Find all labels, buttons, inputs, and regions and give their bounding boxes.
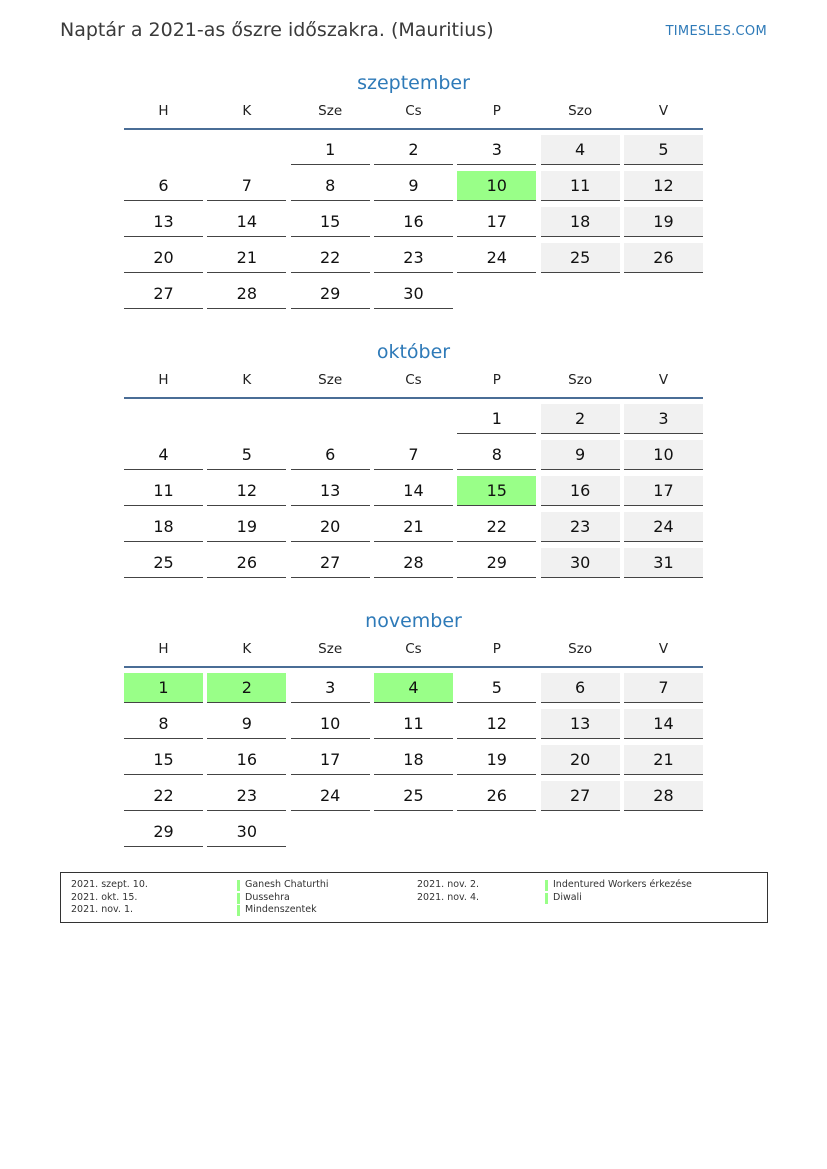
weekday-label: V <box>658 103 669 119</box>
weekday-header <box>124 634 703 668</box>
day-cell: 2 <box>374 135 453 165</box>
day-cell: 11 <box>374 709 453 739</box>
day-cell: 16 <box>541 476 620 506</box>
day-cell: 20 <box>541 745 620 775</box>
legend-holiday-name: Diwali <box>545 892 582 905</box>
day-cell: 6 <box>541 673 620 703</box>
month-title: október <box>376 341 451 363</box>
legend-date: 2021. nov. 2. <box>417 879 480 890</box>
day-cell: 13 <box>124 207 203 237</box>
empty-day-cell <box>124 404 203 434</box>
day-cell: 23 <box>541 512 620 542</box>
day-cell: 15 <box>291 207 370 237</box>
day-cell: 22 <box>291 243 370 273</box>
day-cell: 23 <box>374 243 453 273</box>
day-cell: 8 <box>291 171 370 201</box>
day-cell: 15 <box>124 745 203 775</box>
day-cell: 8 <box>457 440 536 470</box>
day-cell: 30 <box>541 548 620 578</box>
day-cell: 24 <box>624 512 703 542</box>
day-cell: 6 <box>291 440 370 470</box>
empty-day-cell <box>291 404 370 434</box>
day-cell: 17 <box>624 476 703 506</box>
day-cell: 2 <box>207 673 286 703</box>
day-cell: 20 <box>291 512 370 542</box>
day-cell: 5 <box>457 673 536 703</box>
weekday-label: Cs <box>405 641 422 657</box>
day-cell: 29 <box>124 817 203 847</box>
day-grid <box>124 404 703 578</box>
day-cell: 7 <box>207 171 286 201</box>
day-cell: 20 <box>124 243 203 273</box>
day-cell: 22 <box>457 512 536 542</box>
weekday-label: H <box>158 641 169 657</box>
day-cell: 26 <box>457 781 536 811</box>
weekday-label: P <box>492 641 501 657</box>
day-cell: 27 <box>541 781 620 811</box>
empty-day-cell <box>374 404 453 434</box>
day-cell: 14 <box>207 207 286 237</box>
day-cell: 19 <box>207 512 286 542</box>
day-cell: 7 <box>624 673 703 703</box>
empty-day-cell <box>207 135 286 165</box>
day-cell: 19 <box>457 745 536 775</box>
site-link[interactable]: TIMESLES.COM <box>665 24 767 39</box>
legend-holiday-name: Dussehra <box>237 892 290 905</box>
day-cell: 29 <box>457 548 536 578</box>
weekday-label: Szo <box>568 372 593 388</box>
month-calendar-september <box>124 70 703 309</box>
day-cell: 13 <box>541 709 620 739</box>
page-title: Naptár a 2021-as őszre időszakra. (Mauritius) <box>60 19 494 41</box>
day-cell: 25 <box>124 548 203 578</box>
day-cell: 5 <box>624 135 703 165</box>
day-cell: 3 <box>624 404 703 434</box>
weekday-label: V <box>658 641 669 657</box>
day-cell: 26 <box>624 243 703 273</box>
day-cell: 9 <box>541 440 620 470</box>
weekday-header <box>124 96 703 130</box>
day-cell: 6 <box>124 171 203 201</box>
day-cell: 3 <box>291 673 370 703</box>
day-cell: 9 <box>374 171 453 201</box>
day-cell: 15 <box>457 476 536 506</box>
legend-holiday-name: Indentured Workers érkezése <box>545 879 692 892</box>
day-cell: 2 <box>541 404 620 434</box>
day-cell: 21 <box>624 745 703 775</box>
day-cell: 19 <box>624 207 703 237</box>
day-cell: 28 <box>207 279 286 309</box>
day-cell: 4 <box>374 673 453 703</box>
day-cell: 1 <box>291 135 370 165</box>
day-cell: 30 <box>207 817 286 847</box>
day-cell: 25 <box>541 243 620 273</box>
weekday-label: Szo <box>568 103 593 119</box>
day-cell: 23 <box>207 781 286 811</box>
day-cell: 12 <box>624 171 703 201</box>
day-cell: 21 <box>207 243 286 273</box>
day-cell: 31 <box>624 548 703 578</box>
month-title: szeptember <box>357 72 470 94</box>
day-cell: 24 <box>291 781 370 811</box>
legend-date: 2021. okt. 15. <box>71 891 138 903</box>
weekday-label: Szo <box>568 641 593 657</box>
day-cell: 16 <box>207 745 286 775</box>
weekday-label: K <box>242 103 252 119</box>
day-cell: 18 <box>541 207 620 237</box>
day-cell: 10 <box>291 709 370 739</box>
day-cell: 5 <box>207 440 286 470</box>
day-cell: 10 <box>457 171 536 201</box>
weekday-label: Cs <box>405 103 422 119</box>
day-cell: 18 <box>124 512 203 542</box>
day-cell: 17 <box>457 207 536 237</box>
day-cell: 29 <box>291 279 370 309</box>
day-cell: 12 <box>207 476 286 506</box>
day-cell: 10 <box>624 440 703 470</box>
weekday-label: H <box>158 372 169 388</box>
weekday-header <box>124 365 703 399</box>
day-cell: 4 <box>541 135 620 165</box>
weekday-label: K <box>242 372 252 388</box>
weekday-label: Cs <box>405 372 422 388</box>
day-cell: 27 <box>291 548 370 578</box>
day-cell: 9 <box>207 709 286 739</box>
day-grid <box>124 135 703 309</box>
day-cell: 17 <box>291 745 370 775</box>
day-cell: 25 <box>374 781 453 811</box>
weekday-label: P <box>492 103 501 119</box>
legend-holiday-name: Ganesh Chaturthi <box>237 879 329 892</box>
weekday-label: H <box>158 103 169 119</box>
day-grid <box>124 673 703 847</box>
month-title: november <box>365 610 462 632</box>
day-cell: 28 <box>624 781 703 811</box>
month-calendar-november <box>124 608 703 847</box>
day-cell: 27 <box>124 279 203 309</box>
day-cell: 8 <box>124 709 203 739</box>
weekday-label: Sze <box>318 103 343 119</box>
day-cell: 1 <box>124 673 203 703</box>
month-calendar-october <box>124 339 703 578</box>
day-cell: 30 <box>374 279 453 309</box>
holiday-legend <box>60 872 768 923</box>
legend-holiday-name: Mindenszentek <box>237 904 317 917</box>
day-cell: 3 <box>457 135 536 165</box>
day-cell: 1 <box>457 404 536 434</box>
weekday-label: K <box>242 641 252 657</box>
day-cell: 13 <box>291 476 370 506</box>
empty-day-cell <box>207 404 286 434</box>
day-cell: 28 <box>374 548 453 578</box>
day-cell: 7 <box>374 440 453 470</box>
legend-date: 2021. nov. 4. <box>417 891 480 903</box>
day-cell: 4 <box>124 440 203 470</box>
weekday-label: Sze <box>318 372 343 388</box>
weekday-label: Sze <box>318 641 343 657</box>
day-cell: 22 <box>124 781 203 811</box>
legend-date: 2021. szept. 10. <box>71 879 148 890</box>
day-cell: 11 <box>124 476 203 506</box>
day-cell: 26 <box>207 548 286 578</box>
weekday-label: V <box>658 372 669 388</box>
day-cell: 14 <box>374 476 453 506</box>
day-cell: 16 <box>374 207 453 237</box>
weekday-label: P <box>492 372 501 388</box>
day-cell: 14 <box>624 709 703 739</box>
day-cell: 11 <box>541 171 620 201</box>
legend-date: 2021. nov. 1. <box>71 904 134 915</box>
day-cell: 18 <box>374 745 453 775</box>
empty-day-cell <box>124 135 203 165</box>
day-cell: 12 <box>457 709 536 739</box>
day-cell: 21 <box>374 512 453 542</box>
day-cell: 24 <box>457 243 536 273</box>
